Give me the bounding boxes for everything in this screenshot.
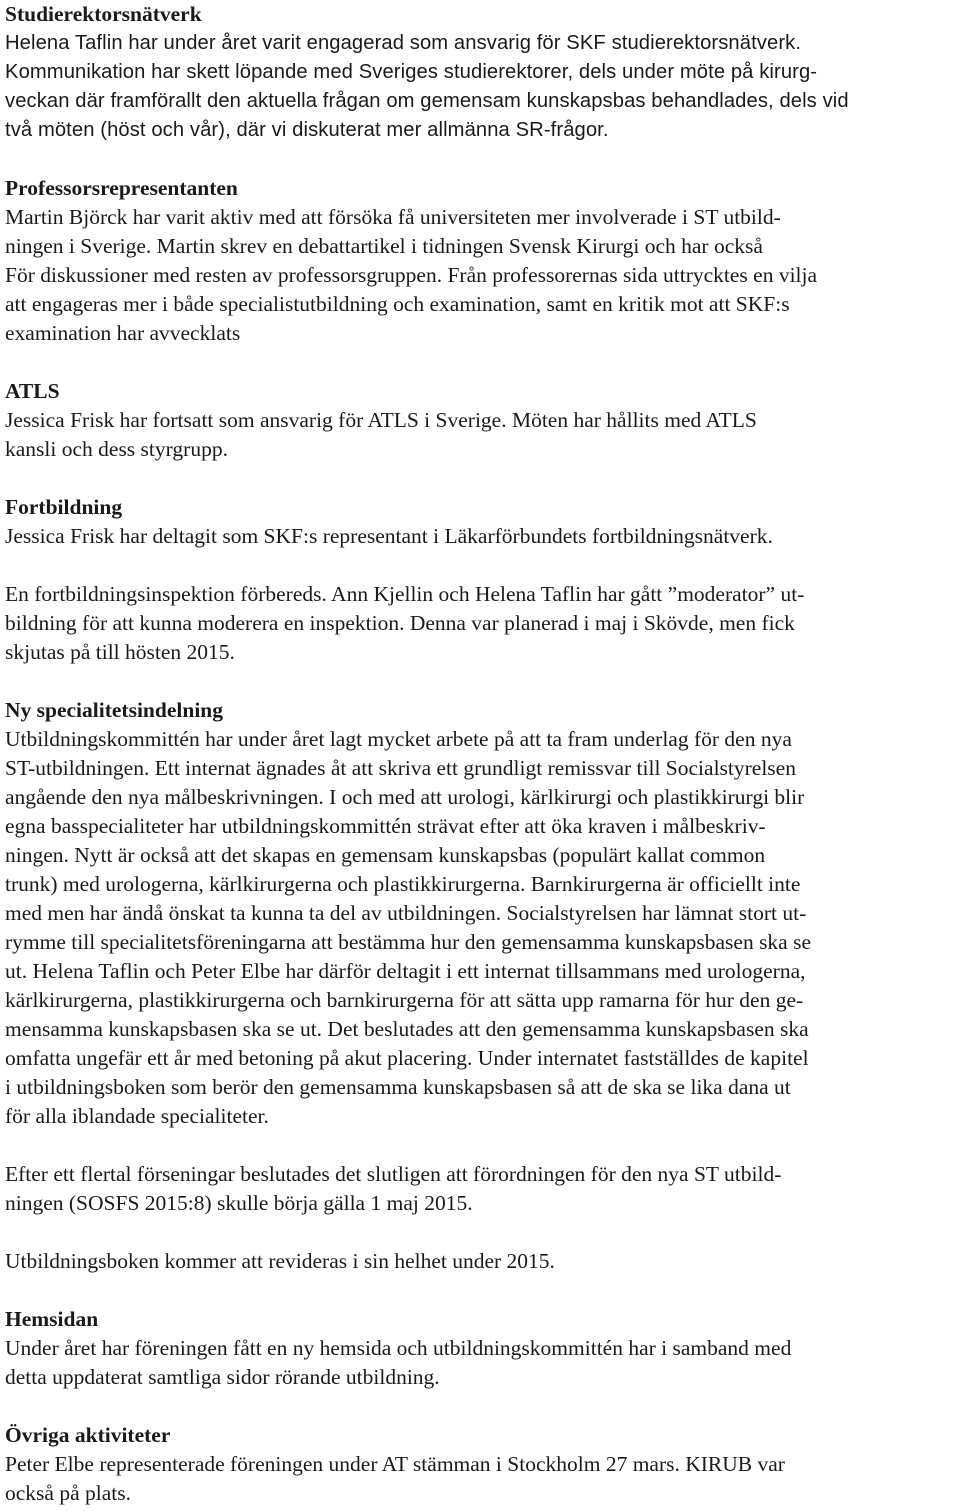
text-line: att engageras mer i både specialistutbildning och examination, samt en kritik mot att SKF:s bbox=[5, 292, 790, 316]
text-line: angående den nya målbeskrivningen. I och med att urologi, kärlkirurgi och plastikkirurgi blir bbox=[5, 785, 805, 809]
text-line: rymme till specialitetsföreningarna att bestämma hur den gemensamma kunskapsbasen ska se bbox=[5, 930, 812, 954]
text-line: Efter ett flertal förseningar beslutades det slutligen att förordningen för den nya ST utbild- bbox=[5, 1162, 782, 1186]
text-line: Jessica Frisk har deltagit som SKF:s representant i Läkarförbundets fortbildningsnätverk. bbox=[5, 524, 773, 548]
text-line: veckan där framförallt den aktuella frågan om gemensam kunskapsbas behandlades, dels vid bbox=[5, 90, 849, 112]
section-hemsidan bbox=[5, 1305, 960, 1392]
paragraph-gap bbox=[5, 1276, 960, 1305]
text-line: ut. Helena Taflin och Peter Elbe har därför deltagit i ett internat tillsammans med urologerna, bbox=[5, 959, 806, 983]
paragraph-gap bbox=[5, 145, 960, 174]
paragraph-gap bbox=[5, 348, 960, 377]
section-heading: Fortbildning bbox=[5, 495, 123, 519]
section-heading: Hemsidan bbox=[5, 1307, 99, 1331]
text-line: också på plats. bbox=[5, 1481, 131, 1505]
text-line: Peter Elbe representerade föreningen under AT stämman i Stockholm 27 mars. KIRUB var bbox=[5, 1452, 785, 1476]
section-heading: Övriga aktiviteter bbox=[5, 1423, 171, 1447]
paragraph-gap bbox=[5, 551, 960, 580]
text-line: En fortbildningsinspektion förbereds. Ann Kjellin och Helena Taflin har gått ”moderator” ut- bbox=[5, 582, 805, 606]
text-line: Kommunikation har skett löpande med Sveriges studierektorer, dels under möte på kirurg- bbox=[5, 61, 818, 83]
section-fortbildning bbox=[5, 493, 960, 667]
text-line: trunk) med urologerna, kärlkirurgerna och plastikkirurgerna. Barnkirurgerna är officiellt inte bbox=[5, 872, 801, 896]
text-line: Helena Taflin har under året varit engagerad som ansvarig för SKF studierektorsnätverk. bbox=[5, 32, 802, 54]
text-line: kärlkirurgerna, plastikkirurgerna och barnkirurgerna för att sätta upp ramarna för hur den ge- bbox=[5, 988, 804, 1012]
text-line: Martin Björck har varit aktiv med att försöka få universiteten mer involverade i ST utbild- bbox=[5, 205, 781, 229]
section-heading: Professorsrepresentanten bbox=[5, 176, 238, 200]
text-line: för alla iblandade specialiteter. bbox=[5, 1104, 269, 1128]
text-line: Jessica Frisk har fortsatt som ansvarig för ATLS i Sverige. Möten har hållits med ATLS bbox=[5, 408, 757, 432]
text-line: För diskussioner med resten av professorsgruppen. Från professorernas sida uttrycktes en vilja bbox=[5, 263, 818, 287]
text-line: detta uppdaterat samtliga sidor rörande utbildning. bbox=[5, 1365, 440, 1389]
text-line: kansli och dess styrgrupp. bbox=[5, 437, 228, 461]
section-studierektorsnatverk bbox=[5, 0, 960, 145]
paragraph-gap bbox=[5, 1392, 960, 1421]
text-line: Under året har föreningen fått en ny hemsida och utbildningskommittén har i samband med bbox=[5, 1336, 792, 1360]
text-line: omfatta ungefär ett år med betoning på akut placering. Under internatet fastställdes de kapitel bbox=[5, 1046, 809, 1070]
text-line: med men har ändå önskat ta kunna ta del av utbildningen. Socialstyrelsen har lämnat stort ut- bbox=[5, 901, 807, 925]
paragraph-gap bbox=[5, 1218, 960, 1247]
text-line: ningen (SOSFS 2015:8) skulle börja gälla 1 maj 2015. bbox=[5, 1191, 473, 1215]
section-ovriga-aktiviteter bbox=[5, 1421, 960, 1508]
text-line: Utbildningsboken kommer att revideras i sin helhet under 2015. bbox=[5, 1249, 555, 1273]
paragraph-gap bbox=[5, 464, 960, 493]
section-professorsrepresentanten bbox=[5, 174, 960, 348]
text-line: skjutas på till hösten 2015. bbox=[5, 640, 235, 664]
text-line: examination har avvecklats bbox=[5, 321, 241, 345]
text-line: egna basspecialiteter har utbildningskommittén strävat efter att öka kraven i målbeskriv- bbox=[5, 814, 766, 838]
text-line: två möten (höst och vår), där vi diskuterat mer allmänna SR-frågor. bbox=[5, 119, 609, 141]
text-line: bildning för att kunna moderera en inspektion. Denna var planerad i maj i Skövde, men fick bbox=[5, 611, 795, 635]
text-line: ningen. Nytt är också att det skapas en gemensam kunskapsbas (populärt kallat common bbox=[5, 843, 766, 867]
paragraph-gap bbox=[5, 667, 960, 696]
text-line: i utbildningsboken som berör den gemensamma kunskapsbasen så att de ska se lika dana ut bbox=[5, 1075, 791, 1099]
section-heading: Ny specialitetsindelning bbox=[5, 698, 224, 722]
text-line: ningen i Sverige. Martin skrev en debattartikel i tidningen Svensk Kirurgi och har också bbox=[5, 234, 763, 258]
text-line: ST-utbildningen. Ett internat ägnades åt att skriva ett grundligt remissvar till Socialstyrelsen bbox=[5, 756, 796, 780]
paragraph-gap bbox=[5, 1131, 960, 1160]
section-heading: ATLS bbox=[5, 379, 60, 403]
section-atls bbox=[5, 377, 960, 464]
section-ny-specialitetsindelning bbox=[5, 696, 960, 1276]
section-heading: Studierektorsnätverk bbox=[5, 2, 202, 26]
text-line: mensamma kunskapsbasen ska se ut. Det beslutades att den gemensamma kunskapsbasen ska bbox=[5, 1017, 809, 1041]
text-line: Utbildningskommittén har under året lagt mycket arbete på att ta fram underlag för den nya bbox=[5, 727, 792, 751]
